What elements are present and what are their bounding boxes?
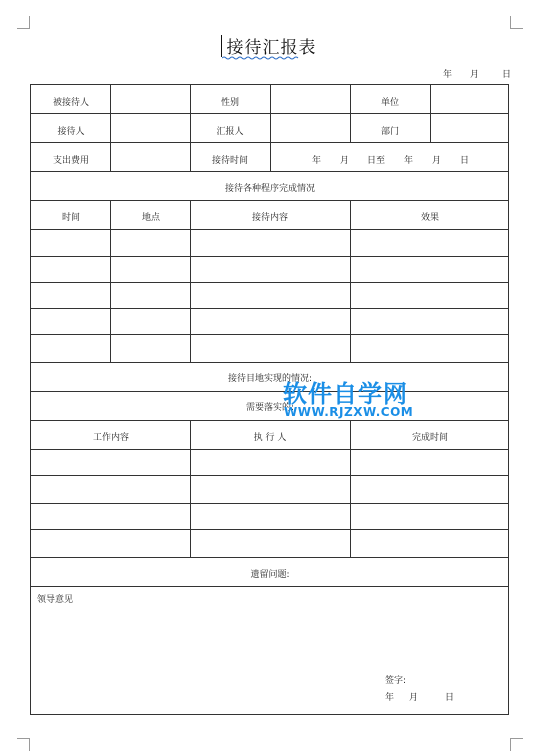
- label-department: 部门: [380, 127, 400, 137]
- column-header-location: 地点: [141, 213, 161, 223]
- time-month-1: 月: [340, 156, 350, 166]
- text-cursor: [221, 35, 222, 57]
- time-day-2: 日: [460, 156, 470, 166]
- label-unit: 单位: [380, 98, 400, 108]
- label-to-implement: 需要落实的:: [245, 403, 295, 413]
- label-leader-opinion: 领导意见: [37, 595, 74, 605]
- time-month-2: 月: [432, 156, 442, 166]
- time-year-2: 年: [404, 156, 414, 166]
- column-header-executor: 执 行 人: [253, 433, 287, 443]
- sign-month: 月: [409, 693, 419, 703]
- column-header-time: 时间: [61, 213, 81, 223]
- crop-mark-top-left: [17, 16, 30, 29]
- label-hosted-person: 被接待人: [52, 98, 90, 108]
- watermark-url: WWW.RJZXW.COM: [284, 405, 414, 419]
- column-header-effect: 效果: [420, 213, 440, 223]
- label-gender: 性别: [220, 98, 240, 108]
- header-year: 年: [443, 70, 453, 80]
- column-header-content: 接待内容: [251, 213, 289, 223]
- label-host: 接待人: [57, 127, 85, 137]
- watermark-logo-text: 软件自学网: [283, 380, 408, 408]
- page-title[interactable]: 接待汇报表: [226, 38, 317, 58]
- header-day: 日: [502, 70, 512, 80]
- sign-year: 年: [385, 693, 395, 703]
- crop-mark-top-right: [510, 16, 523, 29]
- label-reporter: 汇报人: [216, 127, 244, 137]
- crop-mark-bottom-left: [17, 738, 30, 751]
- column-header-work-content: 工作内容: [92, 433, 130, 443]
- spellcheck-underline: [222, 56, 300, 60]
- section-procedures-title: 接待各种程序完成情况: [224, 184, 316, 194]
- label-leftover-issues: 遗留问题:: [250, 570, 290, 580]
- crop-mark-bottom-right: [510, 738, 523, 751]
- time-day-to: 日至: [367, 156, 386, 166]
- column-header-completion-time: 完成时间: [411, 433, 449, 443]
- header-month: 月: [470, 70, 480, 80]
- sign-day: 日: [445, 693, 455, 703]
- report-form-table: [30, 84, 509, 715]
- label-expense: 支出费用: [52, 156, 90, 166]
- label-reception-time: 接待时间: [211, 156, 249, 166]
- label-signature: 签字:: [385, 676, 407, 686]
- time-year-1: 年: [312, 156, 322, 166]
- label-goal-achievement: 接待目地实现的情况:: [227, 374, 313, 384]
